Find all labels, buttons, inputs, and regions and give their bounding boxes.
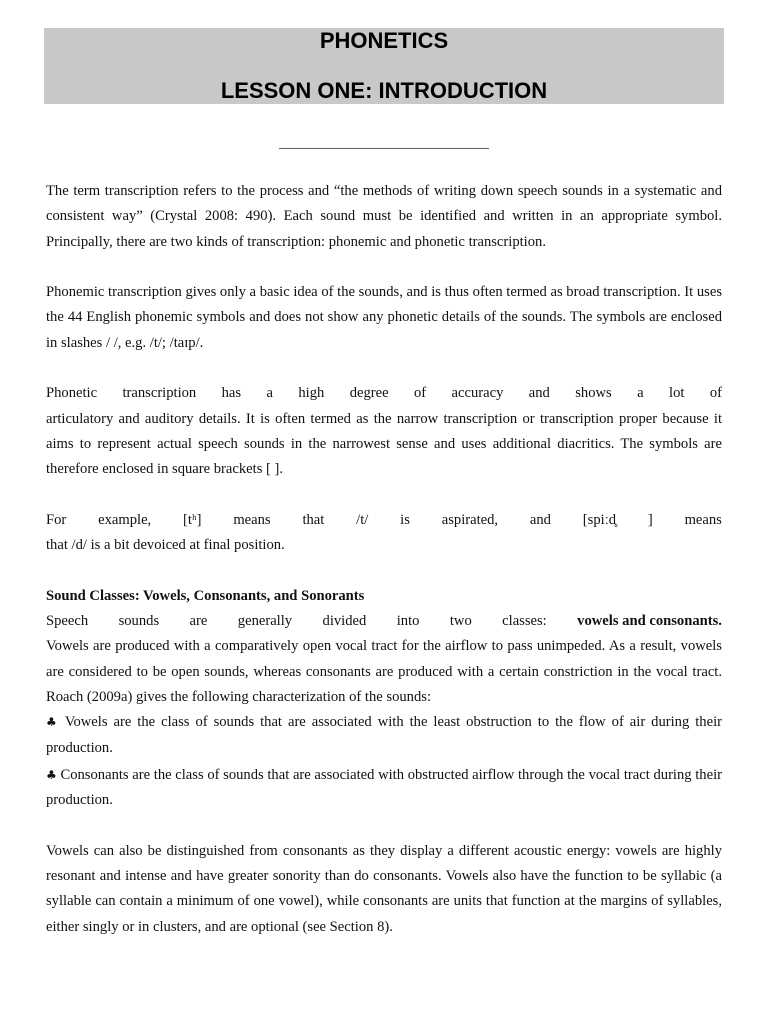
word: of xyxy=(413,385,427,402)
word: two xyxy=(449,613,472,630)
word: ] xyxy=(647,511,653,528)
word: [tʰ] xyxy=(183,511,202,528)
word: are xyxy=(189,613,208,630)
word: means xyxy=(233,511,271,528)
paragraph-phonetic-first-line xyxy=(46,381,722,406)
word: transcription xyxy=(122,385,197,402)
word: that xyxy=(302,511,325,528)
bullet-vowels xyxy=(46,710,722,761)
word: into xyxy=(396,613,420,630)
bullet-consonants xyxy=(46,763,722,814)
word: has xyxy=(221,385,242,402)
word: lot xyxy=(669,385,685,402)
word: Speech xyxy=(46,613,89,630)
paragraph-gap xyxy=(46,483,722,508)
word: shows xyxy=(575,385,612,402)
word: For xyxy=(46,511,67,528)
separator-rule: ______________________________ xyxy=(279,136,489,151)
section-body: Vowels are produced with a comparatively open vocal tract for the airflow to pass unimpeded. As a result, vowels are considered to be open sounds, whereas consonants are produced with a certain constriction in the vocal tract. Roach (2009a) gives the following characterization of the sounds: xyxy=(46,638,722,705)
paragraph-acoustic-energy: Vowels can also be distinguished from consonants as they display a different acoustic energy: vowels are highly resonant and intense and have greater sonority than do consonants. Vowels also have the function to be syllabic (a syllable can contain a minimum of one vowel), while consonants are units that function at the margins of syllables, either singly or in clusters, and are optional (see Section 8). xyxy=(46,842,722,935)
paragraph-gap xyxy=(46,813,722,838)
bold-term-vowels-consonants: vowels and consonants. xyxy=(577,613,722,630)
word: /t/ xyxy=(356,511,369,528)
word: of xyxy=(709,385,722,402)
section-heading: Sound Classes: Vowels, Consonants, and Sonorants xyxy=(46,587,365,604)
word: degree xyxy=(349,385,389,402)
word: and xyxy=(529,511,551,528)
bullet-text: Consonants are the class of sounds that are associated with obstructed airflow through the vocal tract during their production. xyxy=(46,766,722,809)
paragraph-transcription-definition: The term transcription refers to the process and “the methods of writing down speech sounds in a systematic and consistent way” (Crystal 2008: 490). Each sound must be identified and written in an appropriate symbol. Principally, there are two kinds of transcription: phonemic and phonetic transcription. xyxy=(46,183,722,250)
word: means xyxy=(684,511,722,528)
word: is xyxy=(400,511,410,528)
word: example, xyxy=(98,511,152,528)
lesson-subtitle: LESSON ONE: INTRODUCTION xyxy=(220,78,548,103)
word: accuracy xyxy=(451,385,504,402)
word: [spiːd̥ xyxy=(582,511,617,528)
word: generally xyxy=(237,613,293,630)
word: sounds xyxy=(118,613,160,630)
page-title: PHONETICS xyxy=(319,28,449,53)
paragraph-example-continuation: that /d/ is a bit devoiced at final position. xyxy=(46,537,285,554)
document-body xyxy=(46,179,722,940)
paragraph-example-first-line xyxy=(46,508,722,533)
word: divided xyxy=(322,613,367,630)
word: high xyxy=(298,385,325,402)
paragraph-gap xyxy=(46,255,722,280)
paragraph-phonemic-transcription: Phonemic transcription gives only a basic idea of the sounds, and is thus often termed as broad transcription. It uses the 44 English phonemic symbols and does not show any phonetic details of the sounds. The symbols are enclosed in slashes / /, e.g. /t/; /taɪp/. xyxy=(46,284,722,351)
word: a xyxy=(637,385,644,402)
bullet-text: Vowels are the class of sounds that are associated with the least obstruction to the flow of air during their production. xyxy=(46,714,722,756)
paragraph-gap xyxy=(46,356,722,381)
club-bullet-icon: ♣ xyxy=(46,715,60,730)
word: Phonetic xyxy=(46,385,98,402)
paragraph-gap xyxy=(46,558,722,583)
word: a xyxy=(266,385,273,402)
word: aspirated, xyxy=(441,511,499,528)
paragraph-phonetic-transcription: articulatory and auditory details. It is often termed as the narrow transcription or transcription proper because it aims to represent actual speech sounds in the narrowest sense and uses additional diacritics. The symbols are therefore enclosed in square brackets [ ]. xyxy=(46,410,722,478)
lesson-header xyxy=(44,28,724,104)
word: and xyxy=(528,385,550,402)
word: classes: xyxy=(502,613,547,630)
section-intro-first-line xyxy=(46,609,722,634)
club-bullet-icon: ♣ xyxy=(46,767,57,782)
